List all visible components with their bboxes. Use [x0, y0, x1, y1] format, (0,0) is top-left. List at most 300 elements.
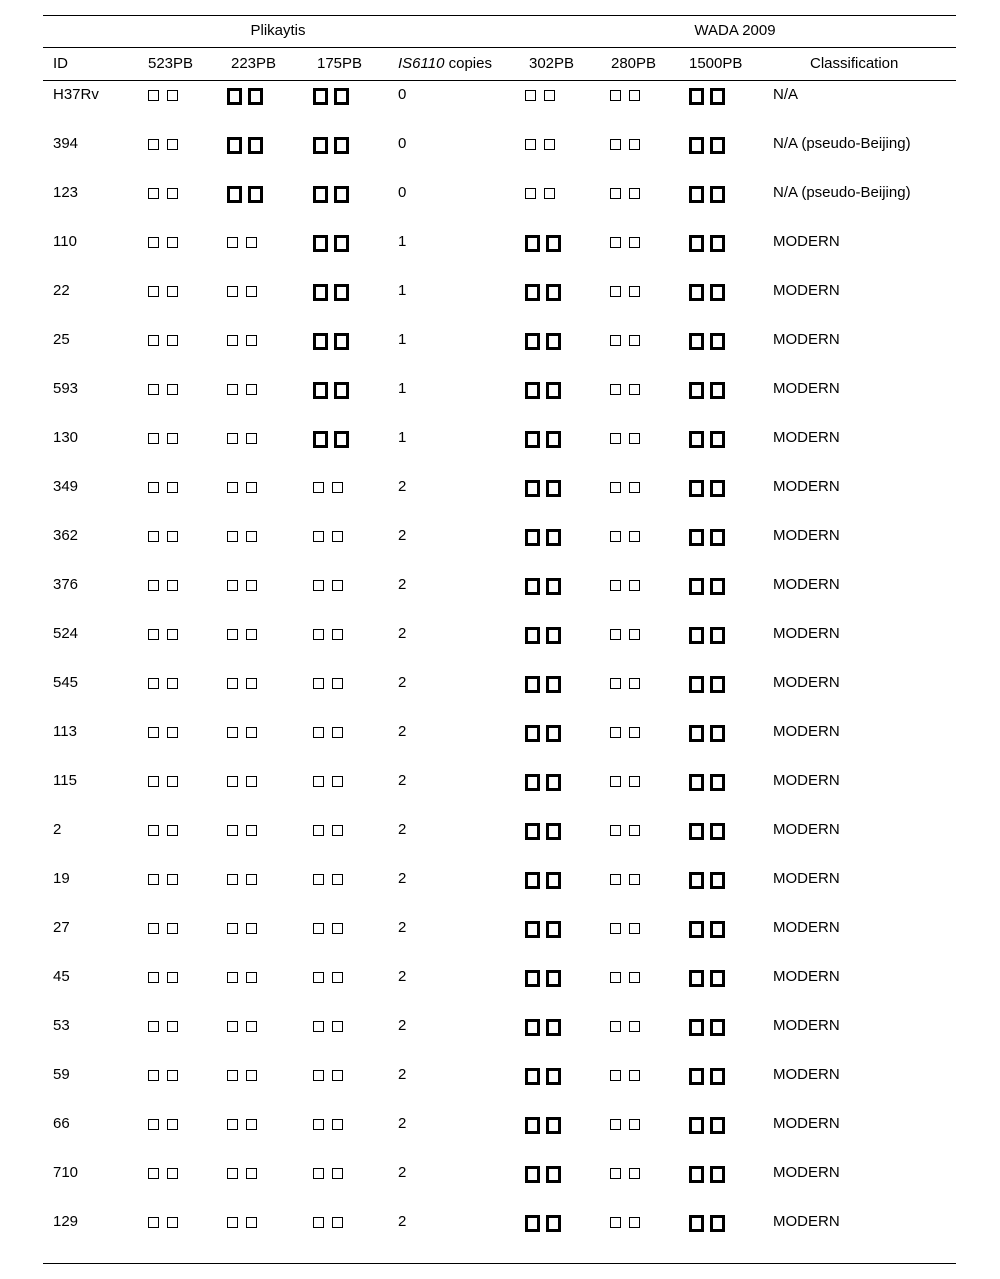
box-glyph-icon [227, 433, 238, 444]
box-glyph-icon [546, 1019, 561, 1036]
marks-175pb [313, 1168, 343, 1179]
cell-classification: MODERN [773, 919, 840, 936]
box-glyph-icon [525, 578, 540, 595]
box-glyph-icon [313, 333, 328, 350]
box-glyph-icon [610, 1217, 621, 1228]
box-glyph-icon [525, 480, 540, 497]
marks-280pb [610, 825, 640, 836]
box-glyph-icon [148, 335, 159, 346]
marks-175pb [313, 580, 343, 591]
box-glyph-icon [546, 627, 561, 644]
marks-175pb [313, 531, 343, 542]
box-glyph-icon [246, 1217, 257, 1228]
marks-280pb [610, 1217, 640, 1228]
marks-280pb [610, 335, 640, 346]
box-glyph-icon [332, 972, 343, 983]
box-glyph-icon [710, 578, 725, 595]
box-glyph-icon [525, 382, 540, 399]
cell-is6110-copies: 2 [398, 1164, 407, 1181]
box-glyph-icon [148, 825, 159, 836]
cell-classification: MODERN [773, 282, 840, 299]
cell-is6110-copies: 1 [398, 282, 407, 299]
marks-523pb [148, 972, 178, 983]
table-row [0, 575, 1000, 624]
box-glyph-icon [246, 384, 257, 395]
box-glyph-icon [610, 825, 621, 836]
box-glyph-icon [313, 531, 324, 542]
box-glyph-icon [148, 433, 159, 444]
marks-523pb [148, 874, 178, 885]
marks-302pb [525, 382, 561, 399]
col-header-280pb: 280PB [611, 55, 657, 72]
cell-id: 59 [53, 1066, 70, 1083]
marks-175pb [313, 186, 349, 203]
cell-id: 110 [53, 233, 77, 250]
marks-1500pb [689, 1019, 725, 1036]
marks-302pb [525, 823, 561, 840]
copies-label: copies [444, 55, 492, 72]
box-glyph-icon [629, 1119, 640, 1130]
marks-523pb [148, 531, 178, 542]
box-glyph-icon [629, 1168, 640, 1179]
cell-classification: MODERN [773, 576, 840, 593]
box-glyph-icon [167, 433, 178, 444]
box-glyph-icon [710, 480, 725, 497]
box-glyph-icon [167, 776, 178, 787]
marks-523pb [148, 237, 178, 248]
box-glyph-icon [246, 335, 257, 346]
marks-1500pb [689, 382, 725, 399]
marks-302pb [525, 872, 561, 889]
cell-classification: MODERN [773, 968, 840, 985]
marks-175pb [313, 482, 343, 493]
box-glyph-icon [610, 874, 621, 885]
box-glyph-icon [546, 823, 561, 840]
box-glyph-icon [689, 431, 704, 448]
table-row [0, 918, 1000, 967]
marks-523pb [148, 1217, 178, 1228]
box-glyph-icon [710, 382, 725, 399]
box-glyph-icon [629, 629, 640, 640]
group-rule [43, 47, 956, 48]
box-glyph-icon [610, 678, 621, 689]
table-row [0, 771, 1000, 820]
box-glyph-icon [167, 825, 178, 836]
marks-523pb [148, 482, 178, 493]
cell-classification: N/A (pseudo-Beijing) [773, 184, 911, 201]
box-glyph-icon [332, 482, 343, 493]
box-glyph-icon [546, 725, 561, 742]
cell-is6110-copies: 1 [398, 331, 407, 348]
box-glyph-icon [629, 1021, 640, 1032]
table-row [0, 85, 1000, 134]
marks-302pb [525, 1117, 561, 1134]
table-row [0, 673, 1000, 722]
box-glyph-icon [546, 480, 561, 497]
marks-223pb [227, 776, 257, 787]
box-glyph-icon [610, 482, 621, 493]
box-glyph-icon [710, 970, 725, 987]
box-glyph-icon [246, 874, 257, 885]
box-glyph-icon [546, 774, 561, 791]
marks-280pb [610, 1021, 640, 1032]
box-glyph-icon [710, 186, 725, 203]
box-glyph-icon [610, 1119, 621, 1130]
box-glyph-icon [167, 580, 178, 591]
cell-classification: MODERN [773, 331, 840, 348]
marks-175pb [313, 629, 343, 640]
box-glyph-icon [246, 1119, 257, 1130]
box-glyph-icon [148, 1168, 159, 1179]
marks-280pb [610, 1168, 640, 1179]
box-glyph-icon [227, 1119, 238, 1130]
box-glyph-icon [610, 727, 621, 738]
box-glyph-icon [313, 1070, 324, 1081]
box-glyph-icon [167, 874, 178, 885]
box-glyph-icon [313, 284, 328, 301]
marks-280pb [610, 139, 640, 150]
marks-523pb [148, 433, 178, 444]
box-glyph-icon [689, 382, 704, 399]
box-glyph-icon [525, 774, 540, 791]
box-glyph-icon [546, 1068, 561, 1085]
box-glyph-icon [246, 1168, 257, 1179]
marks-523pb [148, 139, 178, 150]
box-glyph-icon [546, 431, 561, 448]
box-glyph-icon [525, 333, 540, 350]
cell-classification: MODERN [773, 233, 840, 250]
marks-523pb [148, 1168, 178, 1179]
box-glyph-icon [710, 88, 725, 105]
box-glyph-icon [689, 676, 704, 693]
marks-523pb [148, 1070, 178, 1081]
box-glyph-icon [710, 529, 725, 546]
box-glyph-icon [167, 139, 178, 150]
box-glyph-icon [546, 529, 561, 546]
box-glyph-icon [313, 88, 328, 105]
marks-302pb [525, 480, 561, 497]
cell-id: 115 [53, 772, 77, 789]
marks-223pb [227, 286, 257, 297]
cell-classification: N/A (pseudo-Beijing) [773, 135, 911, 152]
marks-175pb [313, 825, 343, 836]
box-glyph-icon [525, 1117, 540, 1134]
box-glyph-icon [689, 1019, 704, 1036]
box-glyph-icon [227, 580, 238, 591]
top-rule [43, 15, 956, 16]
box-glyph-icon [629, 825, 640, 836]
box-glyph-icon [167, 629, 178, 640]
box-glyph-icon [148, 678, 159, 689]
box-glyph-icon [148, 90, 159, 101]
box-glyph-icon [313, 678, 324, 689]
box-glyph-icon [689, 921, 704, 938]
box-glyph-icon [546, 1117, 561, 1134]
box-glyph-icon [313, 825, 324, 836]
is6110-label: IS6110 [398, 55, 445, 72]
box-glyph-icon [689, 284, 704, 301]
cell-is6110-copies: 1 [398, 233, 407, 250]
marks-280pb [610, 188, 640, 199]
marks-1500pb [689, 431, 725, 448]
marks-223pb [227, 482, 257, 493]
cell-classification: MODERN [773, 380, 840, 397]
marks-223pb [227, 1021, 257, 1032]
marks-223pb [227, 1119, 257, 1130]
box-glyph-icon [689, 627, 704, 644]
box-glyph-icon [610, 580, 621, 591]
marks-302pb [525, 921, 561, 938]
cell-classification: MODERN [773, 821, 840, 838]
marks-523pb [148, 335, 178, 346]
box-glyph-icon [148, 384, 159, 395]
box-glyph-icon [334, 284, 349, 301]
box-glyph-icon [313, 629, 324, 640]
box-glyph-icon [689, 1068, 704, 1085]
box-glyph-icon [525, 1019, 540, 1036]
marks-1500pb [689, 725, 725, 742]
marks-302pb [525, 188, 555, 199]
marks-223pb [227, 580, 257, 591]
box-glyph-icon [525, 970, 540, 987]
marks-302pb [525, 90, 555, 101]
box-glyph-icon [246, 580, 257, 591]
box-glyph-icon [629, 923, 640, 934]
box-glyph-icon [525, 284, 540, 301]
cell-id: 362 [53, 527, 79, 544]
marks-175pb [313, 727, 343, 738]
box-glyph-icon [313, 972, 324, 983]
cell-is6110-copies: 2 [398, 772, 407, 789]
marks-280pb [610, 482, 640, 493]
cell-classification: MODERN [773, 1164, 840, 1181]
marks-302pb [525, 1215, 561, 1232]
box-glyph-icon [334, 235, 349, 252]
marks-1500pb [689, 823, 725, 840]
box-glyph-icon [167, 237, 178, 248]
box-glyph-icon [525, 725, 540, 742]
marks-1500pb [689, 88, 725, 105]
box-glyph-icon [148, 188, 159, 199]
table-row [0, 1114, 1000, 1163]
box-glyph-icon [629, 482, 640, 493]
box-glyph-icon [710, 1166, 725, 1183]
box-glyph-icon [689, 88, 704, 105]
box-glyph-icon [610, 629, 621, 640]
cell-id: 25 [53, 331, 70, 348]
marks-302pb [525, 284, 561, 301]
box-glyph-icon [525, 90, 536, 101]
cell-is6110-copies: 2 [398, 576, 407, 593]
cell-is6110-copies: 2 [398, 1017, 407, 1034]
box-glyph-icon [710, 235, 725, 252]
table-row [0, 183, 1000, 232]
box-glyph-icon [610, 286, 621, 297]
cell-id: 2 [53, 821, 62, 838]
table-row [0, 232, 1000, 281]
box-glyph-icon [167, 335, 178, 346]
box-glyph-icon [525, 823, 540, 840]
marks-175pb [313, 923, 343, 934]
box-glyph-icon [710, 921, 725, 938]
box-glyph-icon [227, 335, 238, 346]
cell-is6110-copies: 2 [398, 1066, 407, 1083]
box-glyph-icon [148, 531, 159, 542]
header-rule [43, 80, 956, 81]
marks-523pb [148, 286, 178, 297]
box-glyph-icon [332, 1119, 343, 1130]
marks-223pb [227, 874, 257, 885]
box-glyph-icon [710, 774, 725, 791]
cell-is6110-copies: 0 [398, 184, 407, 201]
box-glyph-icon [248, 88, 263, 105]
box-glyph-icon [525, 1068, 540, 1085]
box-glyph-icon [710, 333, 725, 350]
box-glyph-icon [334, 186, 349, 203]
box-glyph-icon [610, 139, 621, 150]
col-header-id: ID [53, 55, 68, 72]
marks-523pb [148, 1119, 178, 1130]
box-glyph-icon [167, 678, 178, 689]
box-glyph-icon [629, 1070, 640, 1081]
box-glyph-icon [167, 1217, 178, 1228]
box-glyph-icon [167, 923, 178, 934]
box-glyph-icon [227, 1217, 238, 1228]
col-header-is6110-copies [398, 55, 492, 72]
table-row [0, 1016, 1000, 1065]
box-glyph-icon [710, 137, 725, 154]
box-glyph-icon [332, 825, 343, 836]
cell-classification: MODERN [773, 870, 840, 887]
box-glyph-icon [629, 972, 640, 983]
marks-280pb [610, 629, 640, 640]
box-glyph-icon [167, 286, 178, 297]
box-glyph-icon [227, 482, 238, 493]
box-glyph-icon [227, 237, 238, 248]
box-glyph-icon [525, 627, 540, 644]
cell-is6110-copies: 0 [398, 135, 407, 152]
box-glyph-icon [246, 727, 257, 738]
marks-302pb [525, 676, 561, 693]
box-glyph-icon [246, 1070, 257, 1081]
group-header-wada: WADA 2009 [694, 22, 776, 39]
marks-302pb [525, 431, 561, 448]
marks-1500pb [689, 872, 725, 889]
box-glyph-icon [710, 1117, 725, 1134]
box-glyph-icon [313, 431, 328, 448]
marks-302pb [525, 725, 561, 742]
bottom-rule [43, 1263, 956, 1264]
cell-id: 394 [53, 135, 79, 152]
cell-classification: MODERN [773, 1066, 840, 1083]
box-glyph-icon [689, 186, 704, 203]
box-glyph-icon [246, 825, 257, 836]
marks-175pb [313, 431, 349, 448]
table-row [0, 134, 1000, 183]
marks-223pb [227, 531, 257, 542]
cell-is6110-copies: 2 [398, 527, 407, 544]
marks-223pb [227, 1217, 257, 1228]
box-glyph-icon [313, 235, 328, 252]
box-glyph-icon [227, 286, 238, 297]
box-glyph-icon [525, 1166, 540, 1183]
box-glyph-icon [148, 923, 159, 934]
marks-280pb [610, 1070, 640, 1081]
box-glyph-icon [610, 90, 621, 101]
marks-523pb [148, 629, 178, 640]
marks-223pb [227, 1168, 257, 1179]
table-row [0, 379, 1000, 428]
box-glyph-icon [313, 727, 324, 738]
table-row [0, 624, 1000, 673]
box-glyph-icon [546, 1215, 561, 1232]
box-glyph-icon [227, 678, 238, 689]
table-row [0, 820, 1000, 869]
box-glyph-icon [689, 1117, 704, 1134]
box-glyph-icon [246, 776, 257, 787]
box-glyph-icon [246, 482, 257, 493]
box-glyph-icon [710, 1068, 725, 1085]
box-glyph-icon [544, 90, 555, 101]
box-glyph-icon [334, 137, 349, 154]
box-glyph-icon [546, 676, 561, 693]
cell-classification: MODERN [773, 674, 840, 691]
box-glyph-icon [313, 874, 324, 885]
marks-280pb [610, 237, 640, 248]
box-glyph-icon [610, 433, 621, 444]
box-glyph-icon [689, 333, 704, 350]
marks-1500pb [689, 284, 725, 301]
box-glyph-icon [167, 482, 178, 493]
marks-223pb [227, 384, 257, 395]
marks-175pb [313, 284, 349, 301]
box-glyph-icon [167, 1119, 178, 1130]
box-glyph-icon [710, 1019, 725, 1036]
marks-280pb [610, 580, 640, 591]
box-glyph-icon [246, 1021, 257, 1032]
box-glyph-icon [227, 186, 242, 203]
box-glyph-icon [246, 286, 257, 297]
box-glyph-icon [167, 972, 178, 983]
box-glyph-icon [689, 725, 704, 742]
cell-is6110-copies: 2 [398, 870, 407, 887]
marks-223pb [227, 923, 257, 934]
box-glyph-icon [629, 139, 640, 150]
box-glyph-icon [332, 1021, 343, 1032]
box-glyph-icon [689, 1215, 704, 1232]
cell-is6110-copies: 0 [398, 86, 407, 103]
box-glyph-icon [710, 284, 725, 301]
box-glyph-icon [689, 137, 704, 154]
marks-280pb [610, 531, 640, 542]
marks-175pb [313, 972, 343, 983]
box-glyph-icon [525, 872, 540, 889]
box-glyph-icon [629, 580, 640, 591]
cell-id: 113 [53, 723, 77, 740]
box-glyph-icon [313, 186, 328, 203]
box-glyph-icon [546, 284, 561, 301]
marks-280pb [610, 776, 640, 787]
box-glyph-icon [689, 774, 704, 791]
box-glyph-icon [334, 88, 349, 105]
cell-is6110-copies: 2 [398, 625, 407, 642]
col-header-classification: Classification [810, 55, 899, 72]
box-glyph-icon [227, 531, 238, 542]
box-glyph-icon [148, 1021, 159, 1032]
marks-1500pb [689, 1117, 725, 1134]
box-glyph-icon [629, 90, 640, 101]
box-glyph-icon [227, 384, 238, 395]
